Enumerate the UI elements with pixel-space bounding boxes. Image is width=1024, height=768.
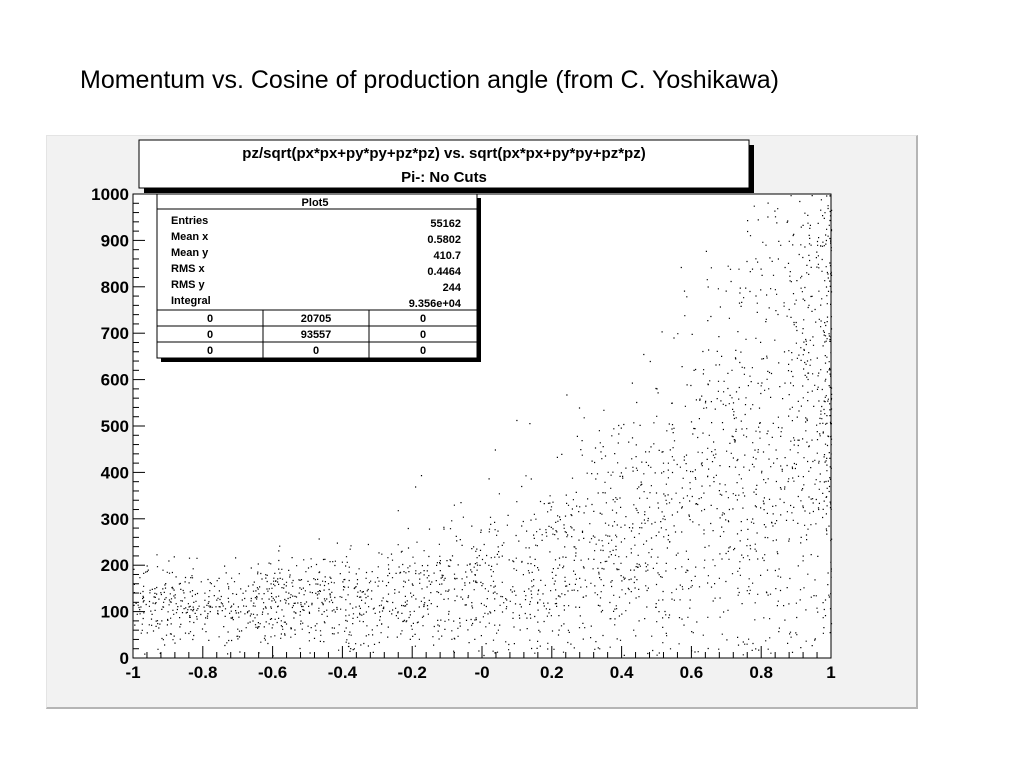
stats-label: Entries (171, 215, 209, 227)
y-tick-label: 0 (119, 649, 129, 668)
y-tick-label: 100 (100, 602, 129, 622)
stats-grid-cell: 93557 (300, 329, 332, 341)
stats-grid-cell: 20705 (300, 313, 332, 325)
x-tick-label: -0.4 (327, 663, 358, 682)
stats-box (157, 194, 481, 362)
title-box (139, 140, 754, 193)
stats-grid-cell: 0 (419, 345, 427, 357)
x-tick-label: 0.2 (539, 663, 564, 682)
chart-subtitle: Pi-: No Cuts (401, 169, 487, 186)
y-tick-label: 900 (100, 231, 129, 251)
stats-grid-cell: 0 (419, 313, 427, 325)
stats-label: RMS x (171, 263, 205, 275)
stats-value: 410.7 (433, 250, 461, 262)
stats-value: 9.356e+04 (408, 298, 461, 310)
x-tick-label: -0 (474, 663, 490, 682)
x-tick-label: -1 (125, 663, 141, 682)
stats-label: Integral (171, 295, 211, 307)
stats-grid-cell: 0 (312, 345, 320, 357)
stats-value: 0.5802 (427, 234, 461, 246)
y-tick-label: 1000 (91, 185, 129, 204)
stats-grid-cell: 0 (206, 345, 214, 357)
stats-label: Mean x (171, 231, 209, 243)
y-tick-label: 300 (100, 509, 129, 529)
x-tick-label: 0.4 (609, 663, 634, 682)
y-tick-label: 600 (100, 370, 129, 390)
x-tick-label: -0.8 (188, 663, 218, 682)
y-tick-label: 800 (100, 277, 129, 297)
stats-box-name: Plot5 (301, 197, 329, 209)
x-tick-label: 0.6 (679, 663, 704, 682)
x-tick-label: -0.2 (397, 663, 427, 682)
y-tick-label: 400 (100, 463, 129, 483)
stats-value: 0.4464 (427, 266, 461, 278)
chart-title: pz/sqrt(px*px+py*py+pz*pz) vs. sqrt(px*px+py*py+pz*pz) (242, 145, 646, 162)
scatter-plot (47, 136, 919, 710)
y-tick-label: 500 (100, 417, 129, 436)
x-tick-label: -0.6 (257, 663, 288, 682)
stats-grid-cell: 0 (206, 313, 214, 325)
slide-title: Momentum vs. Cosine of production angle (from C. Yoshikawa) (80, 66, 779, 94)
x-tick-label: 0.8 (749, 663, 774, 682)
y-tick-label: 700 (100, 324, 129, 344)
stats-value: 55162 (430, 218, 461, 230)
x-tick-label: 1 (826, 663, 836, 682)
plot-canvas (46, 135, 918, 709)
stats-label: Mean y (171, 247, 209, 259)
stats-value: 244 (442, 282, 461, 294)
y-tick-label: 200 (100, 556, 129, 576)
stats-grid-cell: 0 (419, 329, 427, 341)
stats-grid-cell: 0 (206, 329, 214, 341)
stats-label: RMS y (171, 279, 205, 291)
